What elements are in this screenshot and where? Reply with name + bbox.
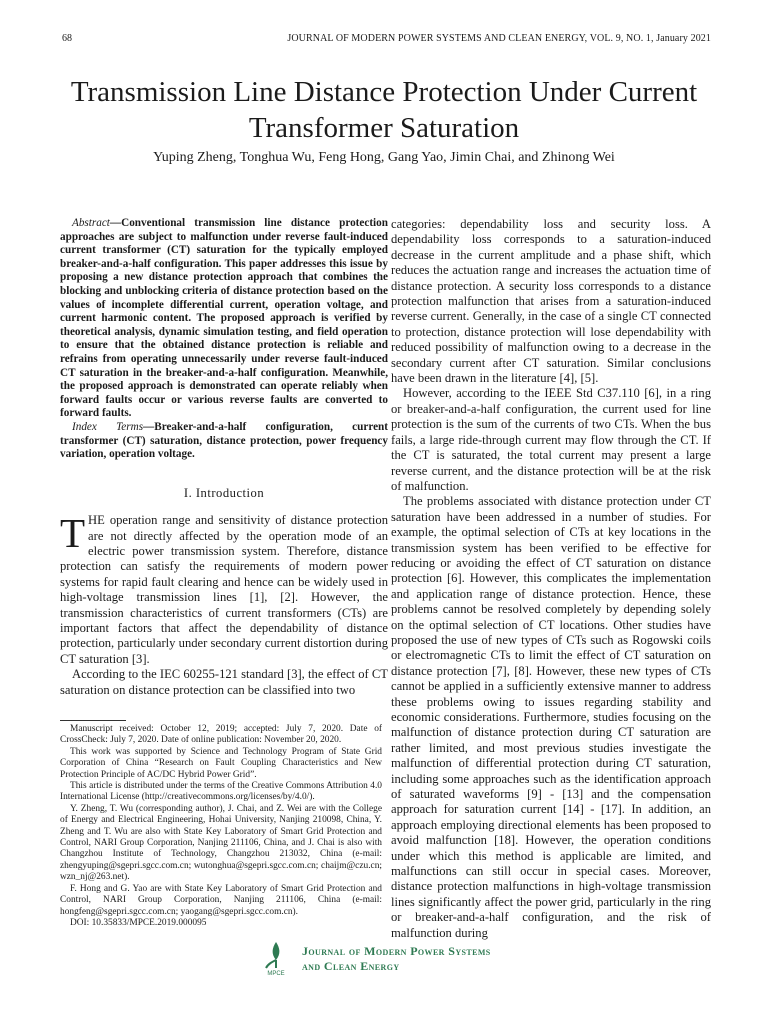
intro-paragraph-2: According to the IEC 60255-121 standard [3], the effect of CT saturation on distance protection can be classified into two [60,667,388,697]
abstract-lead: Abstract [72,217,110,229]
journal-logo-line-1: Journal of Modern Power Systems [302,944,491,958]
body-paragraph-1: categories: dependability loss and security loss. A dependability loss corresponds to a saturation-induced decrease in the current amplitude and a phase shift, which reduces the actuation range and increases the actuation time of distance protection. A security loss corresponds to a distance protection malfunction that arises from a saturation-induced reverse current. Generally, in the case of a single CT connected to protection, distance protection will lose dependability with reduced possibility of malfunction owing to a decrease in the secondary current after CT saturation. Similar conclusions have been drawn in the literature [4], [5]. [391,217,711,386]
author-list: Yuping Zheng, Tonghua Wu, Feng Hong, Gang Yao, Jimin Chai, and Zhinong Wei [153,150,615,165]
body-paragraph-2: However, according to the IEEE Std C37.110 [6], in a ring or breaker-and-a-half configuration, the current used for line protection is the sum of the currents of two CTs. When the bus fails, a large ride-through current may flow through the CT. If the CT is saturated, the total current may present a large reverse current, and the distance protection will be at the risk of malfunction. [391,386,711,493]
paper-title: Transmission Line Distance Protection Under Current Transformer Saturation [70,76,698,144]
footnote-affiliation-1: Y. Zheng, T. Wu (corresponding author), J. Chai, and Z. Wei are with the College of Energy and Electrical Engineering, Hohai University, Nanjing 210098, China, Y. Zheng and T. Wu are also with State Key Laboratory of Smart Grid Protection and Control, NARI Group Corporation, Nanjing 211106, China, and J. Chai is also with Changzhou Institute of Technology, Changzhou 213032, China (e-mail: zhengyuping@sgepri.sgcc.com.cn; wutonghua@sgepri.sgcc.com.cn; chaijm@czu.cn; wzn_nj@263.net). [60,803,382,883]
abstract-text: —Conventional transmission line distance protection approaches are subject to malfunction under reverse fault-induced current transformer (CT) saturation for the typically employed breaker-and-a-half configuration. This paper addresses this issue by proposing a new distance protection approach that combines the blocking and unblocking criteria of distance protection based on the values of incomplete differential current, operation voltage, and current harmonic content. The proposed approach is verified by theoretical analysis, dynamic simulation testing, and field operation to ensure that the obtained distance protection is reliable and refrains from operating unnecessarily under reverse fault-induced CT saturation in the breaker-and-a-half configuration. Meanwhile, the proposed approach is demonstrated can operate reliably when forward faults occur or various reverse faults are converted to forward faults. [60,217,388,420]
journal-emblem-icon [262,940,290,976]
right-column [391,217,711,941]
section-heading-introduction: I. Introduction [183,485,265,500]
intro-paragraph-1 [60,510,388,667]
intro-paragraph-1-text: HE operation range and sensitivity of distance protection are not directly affected by the operation mode of an electric power transmission system. Therefore, distance protection can satisfy the requirements of modern power systems for rapid fault clearing and hence can be widely used in high-voltage transmission lines [1], [2]. However, the transmission characteristics of current transformers (CTs) are important factors that affect the dependability of distance protection, particularly under secondary current distortion during CT saturation [3]. [60,513,388,666]
footnotes [60,724,382,929]
footnote-doi: DOI: 10.35833/MPCE.2019.000095 [70,917,207,928]
journal-emblem-text: MPCE [267,971,285,976]
abstract [60,217,388,421]
page-number: 68 [62,33,72,44]
index-terms-lead: Index Terms [72,420,144,433]
running-head: JOURNAL OF MODERN POWER SYSTEMS AND CLEAN ENERGY, VOL. 9, NO. 1, January 2021 [287,33,711,44]
journal-logo [262,940,562,976]
footnote-license: This article is distributed under the terms of the Creative Commons Attribution 4.0 International License (http://creativecommons.org/licenses/by/4.0/). [60,781,382,803]
footnote-received: Manuscript received: October 12, 2019; accepted: July 7, 2020. Date of CrossCheck: July 7, 2020. Date of online publication: November 20, 2020. [60,724,382,746]
journal-logo-text [302,944,491,974]
index-terms [60,421,388,462]
body-paragraph-3: The problems associated with distance protection under CT saturation have been addressed in a number of studies. For example, the optimal selection of CTs at key locations in the transmission system has been verified to be effective for reducing or avoiding the effect of CT saturation on distance protection [6]. However, this complicates the implementation and application range of distance protection. Hence, these problems cannot be resolved completely by depending solely on the optimal selection of CT locations. Other studies have proposed the use of new types of CTs such as Rogowski coils or electromagnetic CTs to limit the effect of CT saturation on distance protection [7], [8]. However, these new types of CTs cannot be applied in a sufficiently extensive manner to address these problems owing to issues regarding stability and economic considerations. Furthermore, studies focusing on the malfunction of distance protection during CT saturation are rather limited, and most previous studies investigate the malfunction of differential protection during CT saturation, including some approaches such as the identification approach of saturated waveforms [9] - [13] and the compensation approach for saturation current [14] - [17]. In addition, an approach employing directional elements has been proposed to avoid malfunction [18]. However, the operation conditions under which this method is applicable are limited, and malfunctions can still occur in special cases. Moreover, distance protection malfunctions in high-voltage transmission lines significantly affect the power grid, particularly in the ring or breaker-and-a-half configuration, and the risk of malfunction during [391,494,711,940]
journal-logo-line-2: and Clean Energy [302,959,400,973]
footnote-rule [60,720,126,721]
footnote-affiliation-2: F. Hong and G. Yao are with State Key Laboratory of Smart Grid Protection and Control, NARI Group Corporation, Nanjing 211106, China (e-mail: hongfeng@sgepri.sgcc.com.cn; yaogang@sgepri.sgcc.com.cn). [60,883,382,917]
footnote-funding: This work was supported by Science and Technology Program of State Grid Corporation of China “Research on Fault Coupling Characteristics and New Protection Principle of AC/DC Hybrid Power Grid”. [60,746,382,780]
index-terms-text: —Breaker-and-a-half configuration, current transformer (CT) saturation, distance protection, power frequency variation, operation voltage. [60,420,388,461]
drop-cap: T [60,510,86,557]
left-column [60,217,388,698]
